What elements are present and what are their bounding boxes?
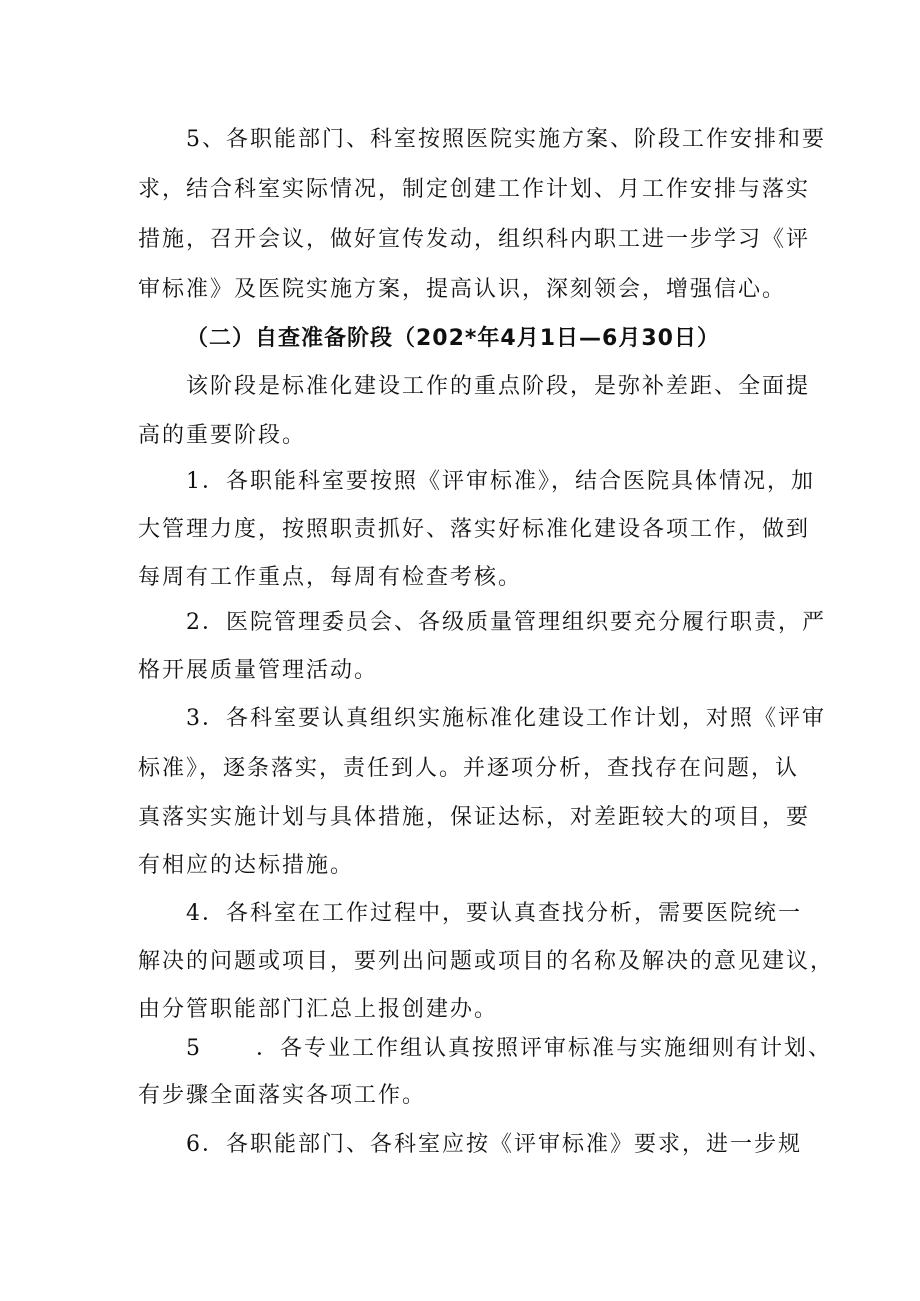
text-line: 每周有工作重点，每周有检查考核。 xyxy=(138,565,523,590)
text-line: 2．医院管理委员会、各级质量管理组织要充分履行职责，严 xyxy=(186,610,826,635)
text-line: 6．各职能部门、各科室应按《评审标准》要求，进一步规 xyxy=(186,1132,802,1157)
text-line: 解决的问题或项目，要列出问题或项目的名称及解决的意见建议， xyxy=(138,949,835,974)
text-line: 有相应的达标措施。 xyxy=(138,853,355,878)
section-heading: （二）自查准备阶段（202*年4月1日—6月30日） xyxy=(186,326,720,351)
text-line: 有步骤全面落实各项工作。 xyxy=(138,1083,427,1108)
text-line: 标准》，逐条落实，责任到人。并逐项分析，查找存在问题，认 xyxy=(138,756,800,781)
text-line: 由分管职能部门汇总上报创建办。 xyxy=(138,997,499,1022)
text-line: 求，结合科室实际情况，制定创建工作计划、月工作安排与落实 xyxy=(138,177,811,202)
text-line: 1．各职能科室要按照《评审标准》，结合医院具体情况，加 xyxy=(186,469,815,494)
text-line: 真落实实施计划与具体措施，保证达标，对差距较大的项目，要 xyxy=(138,805,811,830)
text-line: 格开展质量管理活动。 xyxy=(138,658,379,683)
text-line: 措施，召开会议，做好宣传发动，组织科内职工进一步学习《评 xyxy=(138,227,811,252)
text-line: 大管理力度，按照职责抓好、落实好标准化建设各项工作，做到 xyxy=(138,517,811,542)
text-line: 该阶段是标准化建设工作的重点阶段，是弥补差距、全面提 xyxy=(186,374,811,399)
text-line: 高的重要阶段。 xyxy=(138,423,307,448)
text-line: 3．各科室要认真组织实施标准化建设工作计划，对照《评审 xyxy=(186,706,826,731)
text-line: 审标准》及医院实施方案，提高认识，深刻领会，增强信心。 xyxy=(138,277,787,302)
text-line: 5 ．各专业工作组认真按照评审标准与实施细则有计划、 xyxy=(186,1036,832,1061)
text-line: 4．各科室在工作过程中，要认真查找分析，需要医院统一 xyxy=(186,901,802,926)
text-line: 5、各职能部门、科室按照医院实施方案、阶段工作安排和要 xyxy=(186,127,826,152)
